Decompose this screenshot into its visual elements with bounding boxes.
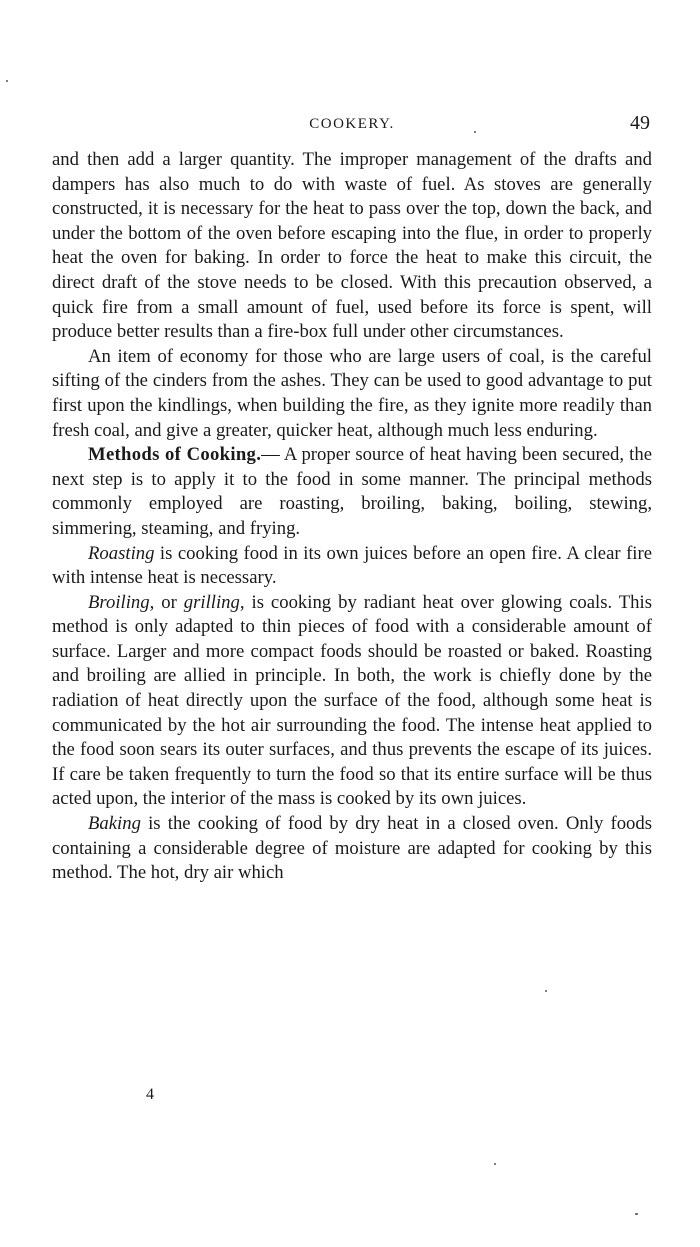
page-number: 49 (630, 112, 650, 134)
paragraph-text: is the cooking of food by dry heat in a closed oven. Only foods containing a considerable degree of moisture are adapted for cooking by this method. The hot, dry air which (52, 813, 652, 884)
term-roasting: Roasting (88, 542, 155, 564)
book-page (52, 108, 652, 886)
paragraph-text: and then add a larger quantity. The improper management of the drafts and dampers has also much to do with waste of fuel. As stoves are generally constructed, it is necessary for the heat to pass over the top, down the back, and under the bottom of the oven before escaping into the flue, in order to properly heat the oven for baking. In order to force the heat to make this circuit, the direct draft of the stove needs to be closed. With this precaution observed, a quick fire from a small amount of fuel, used before its force is spent, will produce better results than a fire-box full under other circumstances. (52, 149, 652, 343)
running-head (52, 108, 652, 148)
paragraph-connector: , or (149, 591, 184, 613)
signature-mark: 4 (146, 1086, 154, 1103)
section-heading: Methods of Cooking. (88, 444, 262, 466)
paragraph-broiling (52, 591, 652, 812)
paragraph-coal-economy (52, 345, 652, 443)
paragraph-methods-of-cooking (52, 443, 652, 541)
paper-speck (494, 1163, 496, 1165)
paragraph-text: An item of economy for those who are large users of coal, is the careful sifting of the cinders from the ashes. They can be used to good advantage to put first upon the kindlings, when building the fire, as they ignite more readily than fresh coal, and give a greater, quicker heat, although much less enduring. (52, 345, 652, 441)
body-text (52, 148, 652, 886)
term-grilling: grilling (183, 591, 240, 613)
running-title: COOKERY. (309, 116, 395, 132)
paragraph-baking (52, 812, 652, 886)
paragraph-fuel-drafts (52, 148, 652, 345)
paragraph-roasting (52, 542, 652, 591)
paragraph-text: is cooking food in its own juices before an open fire. A clear fire with intense heat is necessary. (52, 542, 652, 589)
paper-speck (635, 1213, 638, 1215)
paper-speck (545, 990, 547, 992)
paper-speck (6, 80, 8, 82)
paragraph-text: — A proper source of heat having been secured, the next step is to apply it to the food in some manner. The principal methods commonly employed are roasting, broiling, baking, boiling, stewing, simmering, steaming, and frying. (52, 444, 652, 539)
paper-speck (474, 131, 476, 133)
paragraph-text: , is cooking by radiant heat over glowing coals. This method is only adapted to thin pieces of food with a considerable amount of surface. Larger and more compact foods should be roasted or baked. Roasting and broiling are allied in principle. In both, the work is chiefly done by the radiation of heat directly upon the surface of the food, although some heat is communicated by the hot air surrounding the food. The intense heat applied to the food soon sears its outer surfaces, and thus prevents the escape of its juices. If care be taken frequently to turn the food so that its entire surface will be thus acted upon, the interior of the mass is cooked by its own juices. (52, 591, 652, 810)
term-baking: Baking (88, 813, 141, 835)
term-broiling: Broiling (88, 591, 150, 613)
